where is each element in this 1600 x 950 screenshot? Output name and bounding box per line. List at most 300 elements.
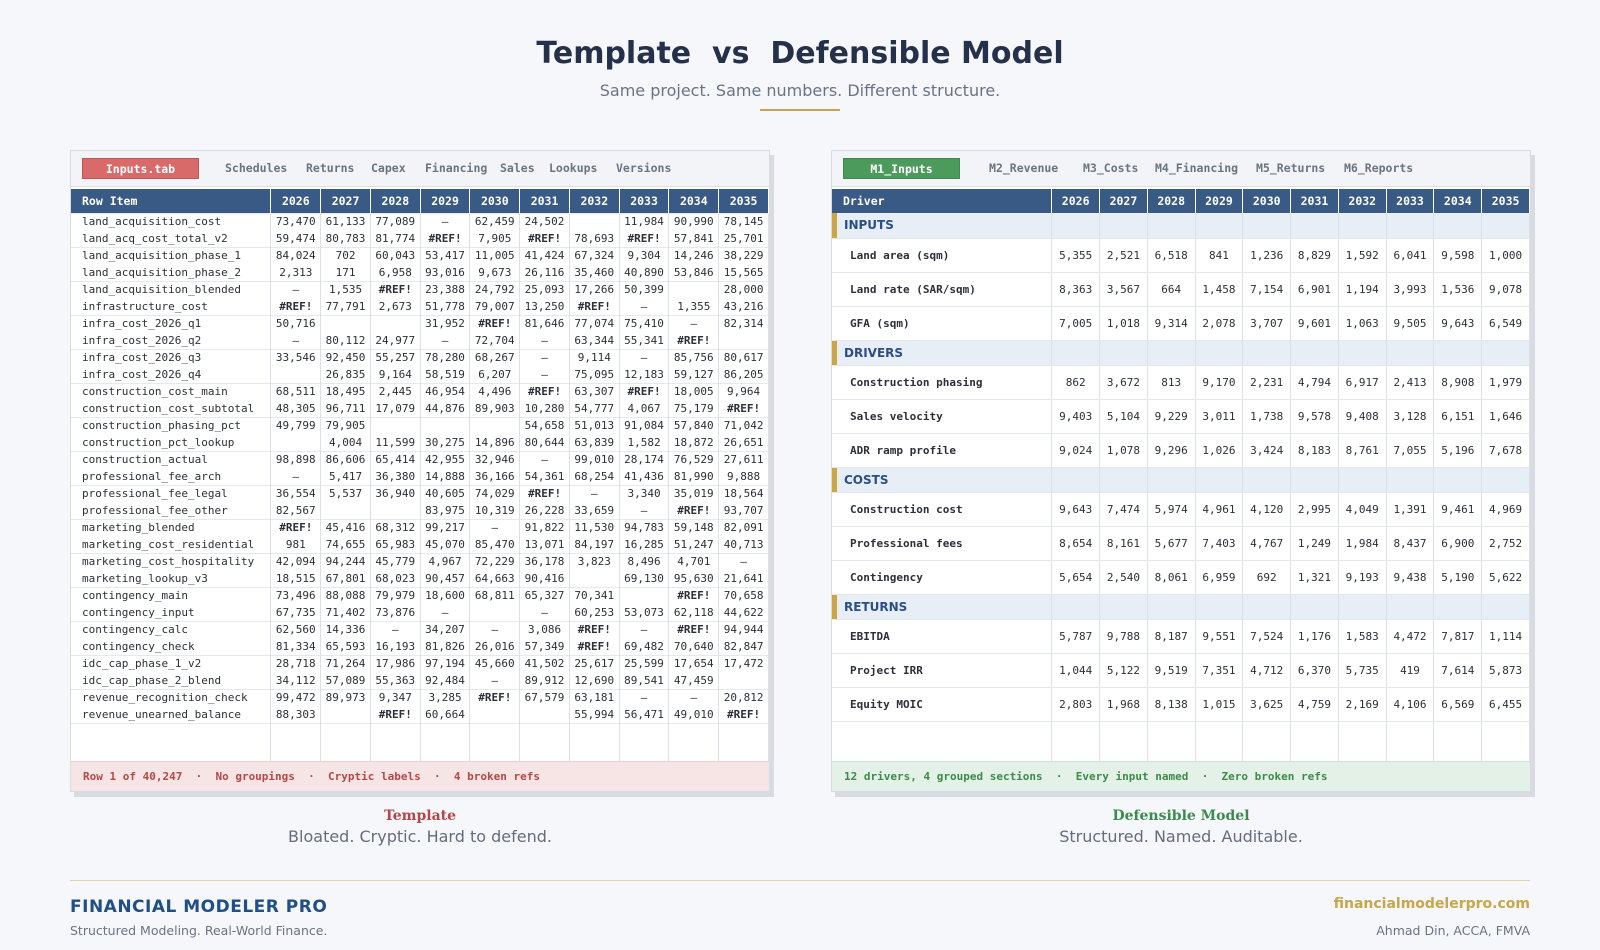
tab-m3-costs[interactable]: M3_Costs	[1083, 161, 1139, 175]
data-cell[interactable]: 13,071	[520, 536, 570, 553]
data-cell[interactable]: 34,207	[420, 621, 470, 638]
data-cell[interactable]: 28,000	[719, 281, 769, 298]
data-cell[interactable]: 45,416	[321, 519, 371, 536]
data-cell[interactable]: 89,903	[470, 400, 520, 417]
data-cell[interactable]: 4,004	[321, 434, 371, 451]
data-cell[interactable]: 75,179	[669, 400, 719, 417]
data-cell[interactable]: 24,502	[520, 213, 570, 230]
row-label[interactable]: infra_cost_2026_q2	[71, 332, 271, 349]
data-cell[interactable]: 33,659	[569, 502, 619, 519]
driver-label[interactable]: ADR ramp profile	[832, 433, 1052, 467]
data-cell[interactable]: 94,244	[321, 553, 371, 570]
row-label[interactable]: revenue_unearned_balance	[71, 706, 271, 723]
tab-m4-financing[interactable]: M4_Financing	[1155, 161, 1239, 175]
data-cell[interactable]: 4,120	[1243, 492, 1291, 526]
data-cell[interactable]: 41,436	[619, 468, 669, 485]
data-cell[interactable]: —	[619, 349, 669, 366]
data-cell[interactable]: 1,044	[1052, 653, 1100, 687]
tab-m5-returns[interactable]: M5_Returns	[1256, 161, 1326, 175]
data-cell[interactable]: 75,095	[569, 366, 619, 383]
data-cell[interactable]: 4,767	[1243, 526, 1291, 560]
driver-label[interactable]: Construction cost	[832, 492, 1052, 526]
data-cell[interactable]: 3,625	[1243, 687, 1291, 721]
data-cell[interactable]: 36,178	[520, 553, 570, 570]
data-cell[interactable]: 18,564	[719, 485, 769, 502]
data-cell[interactable]: —	[619, 298, 669, 315]
data-cell[interactable]	[321, 315, 371, 332]
data-cell[interactable]: 46,954	[420, 383, 470, 400]
data-cell[interactable]: 6,549	[1482, 306, 1530, 340]
empty-cell[interactable]	[832, 721, 1052, 765]
data-cell[interactable]: 99,472	[271, 689, 321, 706]
row-label[interactable]: construction_phasing_pct	[71, 417, 271, 434]
data-cell[interactable]: 41,502	[520, 655, 570, 672]
data-cell[interactable]: 99,010	[569, 451, 619, 468]
tab-capex[interactable]: Capex	[371, 161, 406, 175]
data-cell[interactable]: 56,471	[619, 706, 669, 723]
website-link[interactable]: financialmodelerpro.com	[1333, 896, 1530, 912]
data-cell[interactable]: 45,070	[420, 536, 470, 553]
data-cell[interactable]: 8,138	[1147, 687, 1195, 721]
data-cell[interactable]: 65,983	[370, 536, 420, 553]
data-cell[interactable]: 86,205	[719, 366, 769, 383]
data-cell[interactable]: 51,013	[569, 417, 619, 434]
data-cell[interactable]: 6,900	[1434, 526, 1482, 560]
data-cell[interactable]: 26,651	[719, 434, 769, 451]
data-cell[interactable]: 6,569	[1434, 687, 1482, 721]
data-cell[interactable]: 5,974	[1147, 492, 1195, 526]
data-cell[interactable]: 85,756	[669, 349, 719, 366]
broken-ref-cell[interactable]: #REF!	[520, 230, 570, 247]
data-cell[interactable]: 61,133	[321, 213, 371, 230]
data-cell[interactable]: 65,414	[370, 451, 420, 468]
data-cell[interactable]: 42,094	[271, 553, 321, 570]
row-label[interactable]: construction_cost_subtotal	[71, 400, 271, 417]
data-cell[interactable]: 9,643	[1434, 306, 1482, 340]
data-cell[interactable]: 74,655	[321, 536, 371, 553]
data-cell[interactable]: 77,074	[569, 315, 619, 332]
data-cell[interactable]: 3,567	[1100, 272, 1148, 306]
data-cell[interactable]: 64,663	[470, 570, 520, 587]
data-cell[interactable]	[271, 434, 321, 451]
data-cell[interactable]: —	[271, 468, 321, 485]
data-cell[interactable]: 72,229	[470, 553, 520, 570]
data-cell[interactable]: 68,811	[470, 587, 520, 604]
data-cell[interactable]: 1,026	[1195, 433, 1243, 467]
data-cell[interactable]: 2,231	[1243, 365, 1291, 399]
data-cell[interactable]: 3,707	[1243, 306, 1291, 340]
data-cell[interactable]: 4,049	[1338, 492, 1386, 526]
data-cell[interactable]: 9,598	[1434, 238, 1482, 272]
data-cell[interactable]: 4,961	[1195, 492, 1243, 526]
driver-label[interactable]: Land rate (SAR/sqm)	[832, 272, 1052, 306]
data-cell[interactable]: 63,307	[569, 383, 619, 400]
data-cell[interactable]: 8,363	[1052, 272, 1100, 306]
data-cell[interactable]: 44,876	[420, 400, 470, 417]
data-cell[interactable]: 1,592	[1338, 238, 1386, 272]
empty-cell[interactable]	[321, 723, 371, 761]
data-cell[interactable]: 54,361	[520, 468, 570, 485]
data-cell[interactable]: 1,984	[1338, 526, 1386, 560]
data-cell[interactable]: 17,986	[370, 655, 420, 672]
data-cell[interactable]: 80,783	[321, 230, 371, 247]
data-cell[interactable]: —	[669, 315, 719, 332]
data-cell[interactable]: 80,617	[719, 349, 769, 366]
driver-label[interactable]: GFA (sqm)	[832, 306, 1052, 340]
broken-ref-cell[interactable]: #REF!	[619, 383, 669, 400]
data-cell[interactable]: 2,521	[1100, 238, 1148, 272]
data-cell[interactable]: —	[420, 213, 470, 230]
data-cell[interactable]: 1,018	[1100, 306, 1148, 340]
data-cell[interactable]: 68,023	[370, 570, 420, 587]
broken-ref-cell[interactable]: #REF!	[619, 230, 669, 247]
data-cell[interactable]	[321, 502, 371, 519]
data-cell[interactable]: —	[520, 604, 570, 621]
data-cell[interactable]: 7,005	[1052, 306, 1100, 340]
data-cell[interactable]: 3,340	[619, 485, 669, 502]
row-label[interactable]: idc_cap_phase_2_blend	[71, 672, 271, 689]
data-cell[interactable]: 71,402	[321, 604, 371, 621]
data-cell[interactable]: 8,829	[1291, 238, 1339, 272]
data-cell[interactable]	[370, 417, 420, 434]
data-cell[interactable]: 93,707	[719, 502, 769, 519]
data-cell[interactable]: 4,106	[1386, 687, 1434, 721]
data-cell[interactable]: 33,546	[271, 349, 321, 366]
data-cell[interactable]: 98,898	[271, 451, 321, 468]
data-cell[interactable]: 18,495	[321, 383, 371, 400]
data-cell[interactable]: 63,181	[569, 689, 619, 706]
data-cell[interactable]: 42,955	[420, 451, 470, 468]
data-cell[interactable]: 702	[321, 247, 371, 264]
data-cell[interactable]: 1,391	[1386, 492, 1434, 526]
empty-cell[interactable]	[370, 723, 420, 761]
data-cell[interactable]	[321, 706, 371, 723]
data-cell[interactable]: 1,979	[1482, 365, 1530, 399]
empty-cell[interactable]	[470, 723, 520, 761]
data-cell[interactable]: 4,794	[1291, 365, 1339, 399]
data-cell[interactable]: 67,579	[520, 689, 570, 706]
data-cell[interactable]	[271, 366, 321, 383]
data-cell[interactable]	[569, 570, 619, 587]
data-cell[interactable]: 20,812	[719, 689, 769, 706]
data-cell[interactable]: 4,496	[470, 383, 520, 400]
data-cell[interactable]: 9,193	[1338, 560, 1386, 594]
data-cell[interactable]: 18,005	[669, 383, 719, 400]
data-cell[interactable]: 36,380	[370, 468, 420, 485]
data-cell[interactable]: 813	[1147, 365, 1195, 399]
row-label[interactable]: idc_cap_phase_1_v2	[71, 655, 271, 672]
data-cell[interactable]: 7,678	[1482, 433, 1530, 467]
data-cell[interactable]: 18,872	[669, 434, 719, 451]
data-cell[interactable]: 9,164	[370, 366, 420, 383]
row-label[interactable]: contingency_input	[71, 604, 271, 621]
tab-versions[interactable]: Versions	[616, 161, 672, 175]
data-cell[interactable]: 2,673	[370, 298, 420, 315]
row-label[interactable]: infra_cost_2026_q4	[71, 366, 271, 383]
data-cell[interactable]: 76,529	[669, 451, 719, 468]
data-cell[interactable]: 862	[1052, 365, 1100, 399]
data-cell[interactable]: 49,799	[271, 417, 321, 434]
data-cell[interactable]: 7,474	[1100, 492, 1148, 526]
data-cell[interactable]	[619, 587, 669, 604]
data-cell[interactable]: 1,968	[1100, 687, 1148, 721]
data-cell[interactable]: 17,079	[370, 400, 420, 417]
data-cell[interactable]: 5,677	[1147, 526, 1195, 560]
data-cell[interactable]: 4,967	[420, 553, 470, 570]
data-cell[interactable]: 94,944	[719, 621, 769, 638]
data-cell[interactable]: 24,977	[370, 332, 420, 349]
data-cell[interactable]: 57,841	[669, 230, 719, 247]
data-cell[interactable]: 9,888	[719, 468, 769, 485]
data-cell[interactable]: 63,344	[569, 332, 619, 349]
data-cell[interactable]: 35,460	[569, 264, 619, 281]
data-cell[interactable]: 36,554	[271, 485, 321, 502]
data-cell[interactable]: 55,341	[619, 332, 669, 349]
data-cell[interactable]: 67,735	[271, 604, 321, 621]
data-cell[interactable]: 8,061	[1147, 560, 1195, 594]
data-cell[interactable]: 93,016	[420, 264, 470, 281]
data-cell[interactable]: 27,611	[719, 451, 769, 468]
data-cell[interactable]: 17,654	[669, 655, 719, 672]
data-cell[interactable]: 9,578	[1291, 399, 1339, 433]
empty-cell[interactable]	[1386, 721, 1434, 765]
data-cell[interactable]: 26,016	[470, 638, 520, 655]
data-cell[interactable]: 6,901	[1291, 272, 1339, 306]
driver-label[interactable]: Equity MOIC	[832, 687, 1052, 721]
data-cell[interactable]: 1,000	[1482, 238, 1530, 272]
data-cell[interactable]: 49,010	[669, 706, 719, 723]
data-cell[interactable]: 51,778	[420, 298, 470, 315]
data-cell[interactable]: 1,583	[1338, 619, 1386, 653]
data-cell[interactable]: 2,540	[1100, 560, 1148, 594]
data-cell[interactable]: 14,246	[669, 247, 719, 264]
data-cell[interactable]: 34,112	[271, 672, 321, 689]
data-cell[interactable]: 40,605	[420, 485, 470, 502]
row-label[interactable]: marketing_cost_residential	[71, 536, 271, 553]
data-cell[interactable]: 11,530	[569, 519, 619, 536]
data-cell[interactable]: 60,043	[370, 247, 420, 264]
data-cell[interactable]: 4,472	[1386, 619, 1434, 653]
data-cell[interactable]: —	[619, 502, 669, 519]
data-cell[interactable]: 74,029	[470, 485, 520, 502]
data-cell[interactable]: 48,305	[271, 400, 321, 417]
data-cell[interactable]: 81,826	[420, 638, 470, 655]
data-cell[interactable]: 25,093	[520, 281, 570, 298]
data-cell[interactable]: 79,905	[321, 417, 371, 434]
data-cell[interactable]: 36,940	[370, 485, 420, 502]
data-cell[interactable]	[669, 281, 719, 298]
tab-m1-inputs-active[interactable]: M1_Inputs	[843, 158, 960, 179]
broken-ref-cell[interactable]: #REF!	[569, 638, 619, 655]
row-label[interactable]: land_acquisition_phase_2	[71, 264, 271, 281]
data-cell[interactable]: 45,660	[470, 655, 520, 672]
data-cell[interactable]: 17,266	[569, 281, 619, 298]
data-cell[interactable]: —	[420, 604, 470, 621]
data-cell[interactable]: 28,174	[619, 451, 669, 468]
data-cell[interactable]: 7,154	[1243, 272, 1291, 306]
broken-ref-cell[interactable]: #REF!	[470, 315, 520, 332]
data-cell[interactable]: 78,145	[719, 213, 769, 230]
data-cell[interactable]: 16,193	[370, 638, 420, 655]
data-cell[interactable]: 51,247	[669, 536, 719, 553]
broken-ref-cell[interactable]: #REF!	[669, 332, 719, 349]
data-cell[interactable]: 81,646	[520, 315, 570, 332]
data-cell[interactable]: —	[719, 553, 769, 570]
data-cell[interactable]: 15,565	[719, 264, 769, 281]
data-cell[interactable]: 11,599	[370, 434, 420, 451]
data-cell[interactable]: 18,600	[420, 587, 470, 604]
data-cell[interactable]: 5,196	[1434, 433, 1482, 467]
data-cell[interactable]: 3,672	[1100, 365, 1148, 399]
broken-ref-cell[interactable]: #REF!	[569, 621, 619, 638]
data-cell[interactable]: 6,041	[1386, 238, 1434, 272]
data-cell[interactable]: 11,984	[619, 213, 669, 230]
row-label[interactable]: marketing_cost_hospitality	[71, 553, 271, 570]
data-cell[interactable]: —	[669, 689, 719, 706]
data-cell[interactable]: —	[619, 621, 669, 638]
data-cell[interactable]: 69,482	[619, 638, 669, 655]
data-cell[interactable]: 9,229	[1147, 399, 1195, 433]
data-cell[interactable]: 10,319	[470, 502, 520, 519]
data-cell[interactable]: 53,846	[669, 264, 719, 281]
data-cell[interactable]: 23,388	[420, 281, 470, 298]
row-label[interactable]: contingency_main	[71, 587, 271, 604]
data-cell[interactable]: 5,735	[1338, 653, 1386, 687]
data-cell[interactable]: 44,622	[719, 604, 769, 621]
data-cell[interactable]	[470, 706, 520, 723]
data-cell[interactable]: 10,280	[520, 400, 570, 417]
data-cell[interactable]: 90,457	[420, 570, 470, 587]
row-label[interactable]: land_acquisition_blended	[71, 281, 271, 298]
data-cell[interactable]: 79,007	[470, 298, 520, 315]
data-cell[interactable]: 90,416	[520, 570, 570, 587]
data-cell[interactable]: —	[520, 366, 570, 383]
data-cell[interactable]: 85,470	[470, 536, 520, 553]
data-cell[interactable]: 9,024	[1052, 433, 1100, 467]
data-cell[interactable]: —	[520, 349, 570, 366]
data-cell[interactable]: 36,166	[470, 468, 520, 485]
data-cell[interactable]: 54,777	[569, 400, 619, 417]
data-cell[interactable]: 841	[1195, 238, 1243, 272]
data-cell[interactable]: 25,617	[569, 655, 619, 672]
data-cell[interactable]: 79,979	[370, 587, 420, 604]
data-cell[interactable]: 5,622	[1482, 560, 1530, 594]
data-cell[interactable]: 57,840	[669, 417, 719, 434]
data-cell[interactable]: 55,994	[569, 706, 619, 723]
data-cell[interactable]: 1,536	[1434, 272, 1482, 306]
data-cell[interactable]: 2,169	[1338, 687, 1386, 721]
driver-label[interactable]: Contingency	[832, 560, 1052, 594]
data-cell[interactable]: 4,969	[1482, 492, 1530, 526]
data-cell[interactable]: 9,114	[569, 349, 619, 366]
data-cell[interactable]: 94,783	[619, 519, 669, 536]
data-cell[interactable]: 67,801	[321, 570, 371, 587]
broken-ref-cell[interactable]: #REF!	[370, 281, 420, 298]
data-cell[interactable]: 9,347	[370, 689, 420, 706]
data-cell[interactable]: 9,170	[1195, 365, 1243, 399]
data-cell[interactable]: 8,161	[1100, 526, 1148, 560]
row-label[interactable]: construction_pct_lookup	[71, 434, 271, 451]
row-label[interactable]: revenue_recognition_check	[71, 689, 271, 706]
data-cell[interactable]: 1,355	[669, 298, 719, 315]
data-cell[interactable]: 11,005	[470, 247, 520, 264]
data-cell[interactable]: 2,752	[1482, 526, 1530, 560]
data-cell[interactable]: 8,496	[619, 553, 669, 570]
data-cell[interactable]: 8,183	[1291, 433, 1339, 467]
data-cell[interactable]	[719, 332, 769, 349]
data-cell[interactable]: 664	[1147, 272, 1195, 306]
data-cell[interactable]: 9,964	[719, 383, 769, 400]
data-cell[interactable]: 68,254	[569, 468, 619, 485]
data-cell[interactable]: 65,327	[520, 587, 570, 604]
data-cell[interactable]: 63,839	[569, 434, 619, 451]
broken-ref-cell[interactable]: #REF!	[719, 400, 769, 417]
tab-schedules[interactable]: Schedules	[225, 161, 288, 175]
data-cell[interactable]: 6,151	[1434, 399, 1482, 433]
data-cell[interactable]: 78,280	[420, 349, 470, 366]
data-cell[interactable]: 6,518	[1147, 238, 1195, 272]
data-cell[interactable]: 40,890	[619, 264, 669, 281]
data-cell[interactable]: —	[520, 451, 570, 468]
tab-m6-reports[interactable]: M6_Reports	[1344, 161, 1414, 175]
row-label[interactable]: construction_actual	[71, 451, 271, 468]
data-cell[interactable]: 9,643	[1052, 492, 1100, 526]
data-cell[interactable]: 75,410	[619, 315, 669, 332]
data-cell[interactable]: 81,990	[669, 468, 719, 485]
data-cell[interactable]: 71,042	[719, 417, 769, 434]
data-cell[interactable]: 59,148	[669, 519, 719, 536]
broken-ref-cell[interactable]: #REF!	[370, 706, 420, 723]
data-cell[interactable]: 12,690	[569, 672, 619, 689]
data-cell[interactable]	[370, 502, 420, 519]
broken-ref-cell[interactable]: #REF!	[520, 383, 570, 400]
broken-ref-cell[interactable]: #REF!	[669, 587, 719, 604]
data-cell[interactable]: 1,015	[1195, 687, 1243, 721]
data-cell[interactable]: —	[470, 519, 520, 536]
empty-cell[interactable]	[669, 723, 719, 761]
data-cell[interactable]: 9,461	[1434, 492, 1482, 526]
data-cell[interactable]: 6,958	[370, 264, 420, 281]
data-cell[interactable]: 171	[321, 264, 371, 281]
row-label[interactable]: professional_fee_other	[71, 502, 271, 519]
data-cell[interactable]: 54,658	[520, 417, 570, 434]
data-cell[interactable]: 89,541	[619, 672, 669, 689]
row-label[interactable]: contingency_check	[71, 638, 271, 655]
data-cell[interactable]: 60,664	[420, 706, 470, 723]
data-cell[interactable]: 4,712	[1243, 653, 1291, 687]
data-cell[interactable]: 24,792	[470, 281, 520, 298]
data-cell[interactable]: 82,091	[719, 519, 769, 536]
data-cell[interactable]: 26,116	[520, 264, 570, 281]
data-cell[interactable]: 4,759	[1291, 687, 1339, 721]
tab-lookups[interactable]: Lookups	[549, 161, 598, 175]
data-cell[interactable]: —	[470, 672, 520, 689]
data-cell[interactable]: 57,089	[321, 672, 371, 689]
data-cell[interactable]: 5,122	[1100, 653, 1148, 687]
empty-cell[interactable]	[1147, 721, 1195, 765]
broken-ref-cell[interactable]: #REF!	[271, 298, 321, 315]
data-cell[interactable]: 38,229	[719, 247, 769, 264]
driver-label[interactable]: EBITDA	[832, 619, 1052, 653]
row-label[interactable]: marketing_lookup_v3	[71, 570, 271, 587]
data-cell[interactable]: 88,303	[271, 706, 321, 723]
data-cell[interactable]: 18,515	[271, 570, 321, 587]
data-cell[interactable]: 25,599	[619, 655, 669, 672]
empty-cell[interactable]	[1482, 721, 1530, 765]
data-cell[interactable]: —	[470, 621, 520, 638]
data-cell[interactable]: 59,474	[271, 230, 321, 247]
tab-inputs-active[interactable]: Inputs.tab	[82, 158, 199, 179]
